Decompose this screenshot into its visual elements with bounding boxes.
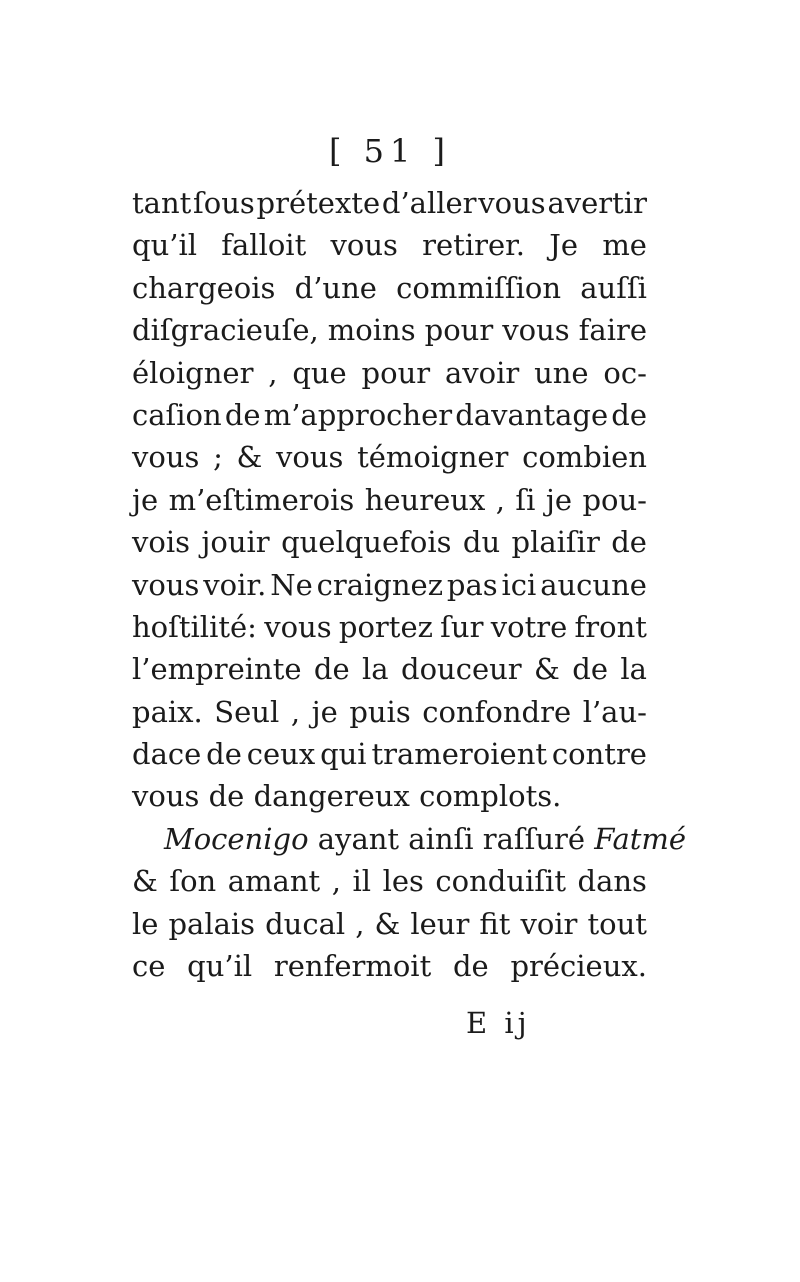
word: vous bbox=[132, 440, 200, 475]
word: ſur bbox=[440, 609, 484, 644]
word: témoigner bbox=[357, 440, 509, 475]
word: Ne bbox=[270, 567, 313, 602]
text-line bbox=[132, 521, 647, 563]
word: de bbox=[206, 737, 242, 772]
body-text bbox=[132, 182, 687, 987]
word: heureux bbox=[364, 482, 486, 517]
text-line bbox=[132, 309, 647, 351]
word: voir. bbox=[203, 567, 267, 602]
word: contre bbox=[551, 737, 647, 772]
character-name: Fatmé bbox=[594, 821, 687, 856]
word: amant bbox=[227, 864, 321, 899]
word: jouir bbox=[201, 525, 270, 560]
word: l’au- bbox=[582, 694, 647, 729]
text-line bbox=[132, 394, 647, 436]
word: la bbox=[362, 652, 389, 687]
word: il bbox=[352, 864, 372, 899]
text-line: vous de dangereux complots. bbox=[132, 779, 562, 814]
word: portez bbox=[338, 609, 433, 644]
word: ſi bbox=[515, 482, 536, 517]
word: diſgracieuſe, bbox=[132, 313, 319, 348]
word: qui bbox=[320, 737, 367, 772]
text-line bbox=[132, 182, 647, 224]
word: vous bbox=[264, 609, 332, 644]
word: & bbox=[132, 864, 158, 899]
word: je bbox=[545, 482, 572, 517]
word: vous bbox=[276, 440, 344, 475]
word: les bbox=[382, 864, 424, 899]
word: & bbox=[534, 652, 560, 687]
word: davantage bbox=[455, 397, 609, 432]
text-line bbox=[132, 564, 647, 606]
word: je bbox=[132, 482, 159, 517]
word: Seul bbox=[214, 694, 280, 729]
word: avertir bbox=[547, 186, 647, 220]
word: oc- bbox=[603, 355, 647, 390]
paragraph-opening-line bbox=[132, 818, 687, 860]
text-line bbox=[132, 648, 647, 690]
word: de bbox=[224, 397, 261, 432]
word: puis bbox=[349, 694, 411, 729]
text-line bbox=[132, 733, 647, 775]
word: chargeois bbox=[132, 270, 276, 305]
word: trameroient bbox=[371, 737, 548, 772]
word: pas bbox=[446, 567, 498, 602]
page-number: [ 51 ] bbox=[328, 132, 452, 170]
text-line bbox=[132, 267, 647, 309]
word: vous bbox=[330, 228, 398, 263]
word: éloigner bbox=[132, 355, 254, 390]
word: voir bbox=[520, 906, 578, 941]
word: quelquefois bbox=[281, 525, 452, 560]
word: aucune bbox=[540, 567, 647, 602]
word: , bbox=[355, 906, 365, 941]
word: ce bbox=[132, 949, 166, 984]
word: dace bbox=[132, 737, 202, 772]
word: douceur bbox=[401, 652, 522, 687]
word: vous bbox=[132, 567, 200, 602]
word: qu’il bbox=[187, 949, 253, 984]
word: Je bbox=[549, 228, 579, 263]
word: paix. bbox=[132, 694, 203, 729]
text-run: ayant ainſi raſſuré bbox=[308, 821, 595, 856]
word: pour bbox=[361, 355, 431, 390]
word: prétexte bbox=[256, 186, 381, 220]
word: front bbox=[574, 609, 647, 644]
word: vois bbox=[132, 525, 190, 560]
word: , bbox=[331, 864, 341, 899]
word: ; bbox=[213, 440, 223, 475]
text-line bbox=[132, 224, 647, 266]
text-line bbox=[132, 436, 647, 478]
word: d’une bbox=[294, 270, 377, 305]
word: je bbox=[311, 694, 338, 729]
text-line bbox=[132, 945, 647, 987]
word: d’aller bbox=[381, 186, 477, 220]
word: vous bbox=[502, 313, 570, 348]
word: m’eſtimerois bbox=[168, 482, 355, 517]
word: ſous bbox=[193, 186, 255, 220]
word: combien bbox=[522, 440, 647, 475]
word: tant bbox=[132, 186, 192, 220]
word: commiſſion bbox=[396, 270, 562, 305]
word: du bbox=[462, 525, 501, 560]
word: précieux. bbox=[510, 949, 647, 984]
word: & bbox=[374, 906, 401, 941]
word: caſion bbox=[132, 397, 222, 432]
word: ici bbox=[501, 567, 537, 602]
word: ducal bbox=[265, 906, 346, 941]
word: pou- bbox=[582, 482, 647, 517]
word: palais bbox=[168, 906, 256, 941]
word: , bbox=[268, 355, 278, 390]
text-line bbox=[132, 606, 647, 648]
signature-mark: E ij bbox=[466, 1006, 531, 1040]
word: la bbox=[620, 652, 647, 687]
word: fit bbox=[479, 906, 511, 941]
word: ſon bbox=[169, 864, 217, 899]
word: retirer. bbox=[422, 228, 526, 263]
word: hoſtilité: bbox=[132, 609, 257, 644]
word: qu’il bbox=[132, 228, 198, 263]
word: auſſi bbox=[580, 270, 647, 305]
word: de bbox=[611, 397, 647, 432]
text-line bbox=[132, 860, 647, 902]
word: dans bbox=[577, 864, 647, 899]
text-line bbox=[132, 903, 647, 945]
word: le bbox=[132, 906, 159, 941]
word: pour bbox=[424, 313, 494, 348]
word: plaiſir bbox=[511, 525, 600, 560]
text-line bbox=[132, 479, 647, 521]
word: tout bbox=[587, 906, 647, 941]
word: l’empreinte bbox=[132, 652, 302, 687]
word: que bbox=[292, 355, 347, 390]
word: avoir bbox=[444, 355, 520, 390]
word: de bbox=[572, 652, 608, 687]
word: & bbox=[236, 440, 263, 475]
word: de bbox=[611, 525, 647, 560]
word: vous bbox=[478, 186, 546, 220]
word: de bbox=[452, 949, 489, 984]
word: me bbox=[602, 228, 647, 263]
character-name: Mocenigo bbox=[164, 821, 309, 856]
text-line bbox=[132, 691, 647, 733]
word: faire bbox=[578, 313, 647, 348]
word: , bbox=[495, 482, 505, 517]
word: falloit bbox=[221, 228, 307, 263]
word: moins bbox=[327, 313, 416, 348]
word: une bbox=[534, 355, 589, 390]
text-line bbox=[132, 352, 647, 394]
word: m’approcher bbox=[263, 397, 453, 432]
word: ceux bbox=[246, 737, 316, 772]
word: , bbox=[290, 694, 301, 729]
word: craignez bbox=[316, 567, 443, 602]
word: conduiſit bbox=[435, 864, 566, 899]
word: votre bbox=[490, 609, 568, 644]
word: de bbox=[313, 652, 350, 687]
word: leur bbox=[410, 906, 470, 941]
word: confondre bbox=[422, 694, 572, 729]
word: renfermoit bbox=[273, 949, 432, 984]
